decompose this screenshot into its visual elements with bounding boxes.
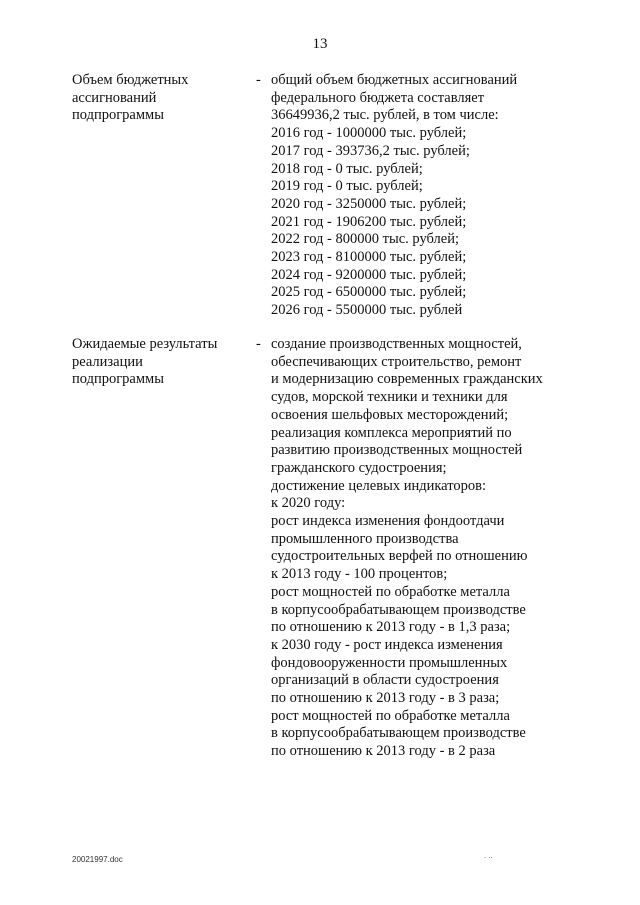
footer-doc-name: 20021997.doc (72, 855, 123, 864)
results-body-line: судостроительных верфей по отношению (271, 548, 528, 565)
results-body-line: и модернизацию современных гражданских (271, 371, 543, 388)
results-label-line: подпрограммы (72, 371, 164, 388)
results-body (271, 336, 601, 761)
budget-dash: - (256, 72, 261, 88)
results-body-line: к 2013 году - 100 процентов; (271, 566, 448, 583)
budget-body-line: 2022 год - 800000 тыс. рублей; (271, 231, 459, 248)
results-body-line: промышленного производства (271, 530, 459, 547)
budget-label-line: подпрограммы (72, 107, 164, 124)
results-body-line: к 2020 году: (271, 495, 346, 512)
page-number: 13 (312, 36, 328, 52)
results-body-line: рост мощностей по обработке металла (271, 583, 510, 600)
budget-body-line: федерального бюджета составляет (271, 89, 485, 106)
results-body-line: организаций в области судостроения (271, 672, 499, 689)
results-body-line: освоения шельфовых месторождений; (271, 406, 509, 423)
budget-body (271, 72, 601, 320)
results-body-line: по отношению к 2013 году - в 2 раза (271, 743, 496, 760)
results-body-line: достижение целевых индикаторов: (271, 477, 487, 494)
budget-body-line: 2018 год - 0 тыс. рублей; (271, 160, 423, 177)
results-label-line: реализации (72, 353, 143, 370)
budget-body-line: 2025 год - 6500000 тыс. рублей; (271, 284, 467, 301)
budget-body-line: 2017 год - 393736,2 тыс. рублей; (271, 142, 470, 159)
budget-body-line: 2021 год - 1906200 тыс. рублей; (271, 213, 467, 230)
results-body-line: рост мощностей по обработке металла (271, 707, 510, 724)
results-body-line: судов, морской техники и техники для (271, 389, 508, 406)
results-label-line: Ожидаемые результаты (72, 336, 218, 352)
results-body-line: по отношению к 2013 году - в 3 раза; (271, 690, 500, 707)
scan-mark: . .. (484, 851, 493, 860)
results-body-line: обеспечивающих строительство, ремонт (271, 353, 522, 370)
budget-body-line: 2026 год - 5500000 тыс. рублей (271, 302, 463, 319)
budget-body-line: 2019 год - 0 тыс. рублей; (271, 178, 423, 195)
results-body-line: реализация комплекса мероприятий по (271, 424, 512, 441)
budget-body-line: 2020 год - 3250000 тыс. рублей; (271, 195, 467, 212)
results-body-line: к 2030 году - рост индекса изменения (271, 636, 503, 653)
results-body-line: гражданского судостроения; (271, 459, 447, 476)
results-label (72, 336, 242, 389)
budget-body-line: 36649936,2 тыс. рублей, в том числе: (271, 107, 499, 124)
results-body-line: создание производственных мощностей, (271, 336, 522, 352)
results-body-line: в корпусообрабатывающем производстве (271, 725, 526, 742)
budget-body-line: общий объем бюджетных ассигнований (271, 72, 518, 88)
results-body-line: в корпусообрабатывающем производстве (271, 601, 526, 618)
results-body-line: развитию производственных мощностей (271, 442, 523, 459)
budget-body-line: 2016 год - 1000000 тыс. рублей; (271, 125, 467, 142)
budget-body-line: 2023 год - 8100000 тыс. рублей; (271, 249, 467, 266)
results-body-line: рост индекса изменения фондоотдачи (271, 513, 505, 530)
budget-body-line: 2024 год - 9200000 тыс. рублей; (271, 266, 467, 283)
results-body-line: по отношению к 2013 году - в 1,3 раза; (271, 619, 511, 636)
results-dash: - (256, 336, 261, 352)
budget-label-line: Объем бюджетных (72, 72, 189, 88)
budget-label (72, 72, 242, 125)
results-body-line: фондовооруженности промышленных (271, 654, 508, 671)
budget-label-line: ассигнований (72, 89, 157, 106)
